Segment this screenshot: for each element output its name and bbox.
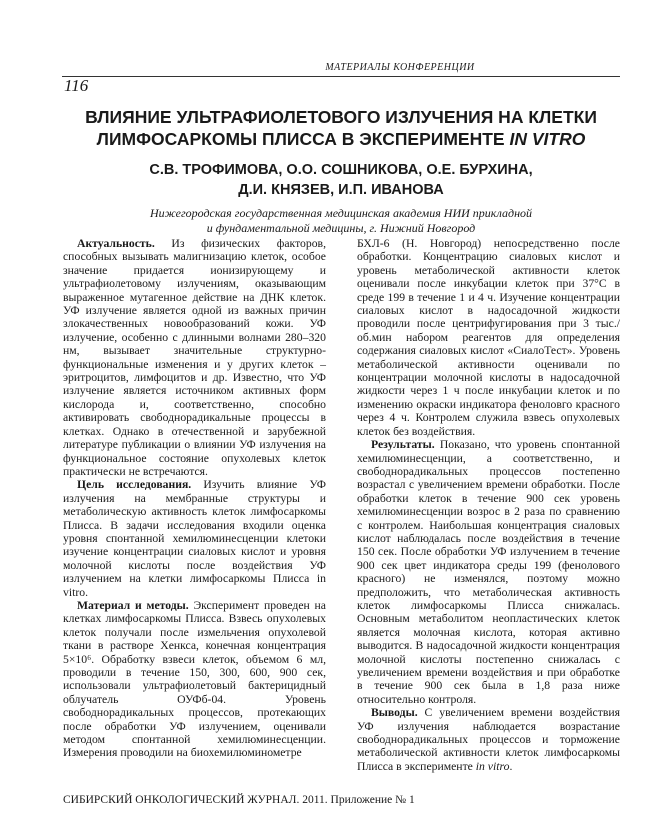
title-line-1: ВЛИЯНИЕ УЛЬТРАФИОЛЕТОВОГО ИЗЛУЧЕНИЯ НА КЛЕТКИ xyxy=(85,107,597,127)
title-in-vitro: IN VITRO xyxy=(509,129,586,149)
footer-journal: СИБИРСКИЙ ОНКОЛОГИЧЕСКИЙ ЖУРНАЛ. 2011. Приложение № 1 xyxy=(63,794,415,806)
methods-heading: Материал и методы. xyxy=(77,598,189,612)
authors xyxy=(62,160,620,200)
authors-line-2: Д.И. КНЯЗЕВ, И.П. ИВАНОВА xyxy=(238,182,444,198)
results-paragraph xyxy=(357,438,620,706)
methods-continued: БХЛ-6 (Н. Новгород) непосредственно после обработки. Концентрацию сиаловых кислот и уровень метаболической активности клеток оценивали после инкубации клеток при 37°С в среде 199 в течение 1 и 4 ч. Изучение концентрации сиаловых кислот в надосадочной жидкости проводили после центрифугирования при 3 тыс./об.мин набором реагентов для определения содержания сиаловых кислот «СиалоТест». Уровень метаболической активности оценивали по концентрации молочной кислоты в надосадочной жидкости через 1 ч после инкубации клеток и по изменению окраски индикатора феноловго красного через 4 ч. Контролем служила взвесь опухолевых клеток без воздействия. xyxy=(357,237,620,438)
left-column xyxy=(63,237,326,760)
relevance-text: Из физических факторов, способных вызывать малигнизацию клеток, особое значение придается ионизирующему и ультрафиолетовому излучениям, оказывающим выраженное мутагенное действие на ДНК клеток. УФ излучение является одной из важных причин злокачественных новообразований кожи. УФ излучение, особенно с длинными волнами 280–320 нм, вызывает значительные структурно-функциональные изменения и у других клеток – эритроцитов, лимфоцитов и др. Известно, что УФ излучение является источником активных форм кислорода и, соответственно, способно активировать свободнорадикальные процессы в клетках. Однако в отечественной и зарубежной литературе публикации о влиянии УФ излучения на функциональное состояние опухолевых клеток практически не встречаются. xyxy=(63,237,326,478)
conclusions-heading: Выводы. xyxy=(371,706,418,720)
aim-paragraph xyxy=(63,478,326,599)
aim-text: Изучить влияние УФ излучения на мембранные структуры и метаболическую активность клеток лимфосаркомы Плисса. В задачи исследования входили оценка уровня спонтанной хемилюминесценции клетоки изучение концентрации сиаловых кислот и уровня молочной кислоты после воздействия УФ излучением на клетки лимфосаркомы Плисса in vitro. xyxy=(63,478,326,599)
title-line-2-text: ЛИМФОСАРКОМЫ ПЛИССА В ЭКСПЕРИМЕНТЕ xyxy=(96,129,505,149)
affiliation-line-1: Нижегородская государственная медицинская академия НИИ прикладной xyxy=(149,206,533,220)
methods-paragraph xyxy=(63,599,326,760)
conclusions-paragraph xyxy=(357,706,620,773)
page-number: 116 xyxy=(64,76,89,95)
title-line-2 xyxy=(62,128,620,150)
results-text: Показано, что уровень спонтанной хемилюминесценции, а соответственно, и свободнорадикальных процессов постепенно возрастал с увеличением времени обработки. После обработки клеток в течение 900 сек уровень хемилюминесценции возрос в 2 раза по сравнению с контролем. Наибольшая концентрация сиаловых кислот наблюдалась после воздействия в течение 150 сек. После обработки УФ излучением в течение 900 сек цвет индикатора среды 199 (фенолового красного) не изменялся, поэтому можно предположить, что метаболическая активность клеток лимфосаркомы Плисса снижалась. Основным метаболитом неопластических клеток является молочная кислота, которая активно выводится. В надосадочной жидкости концентрация молочной кислоты постепенно снижалась с увеличением времени воздействия и при обработке в течение 900 сек была в 1,8 раза ниже относительно контроля. xyxy=(357,438,620,706)
conclusions-in-vitro: in vitro xyxy=(475,759,510,773)
relevance-paragraph xyxy=(63,237,326,478)
article-title xyxy=(62,106,620,150)
aim-heading: Цель исследования. xyxy=(77,478,192,492)
conclusions-text: С увеличением времени воздействия УФ излучения наблюдается возрастание свободнорадикальных процессов и торможение метаболической активности клеток лимфосаркомы Плисса в эксперименте xyxy=(357,706,620,773)
methods-text: Эксперимент проведен на клетках лимфосаркомы Плисса. Взвесь опухолевых клеток получали после измельчения опухолевой ткани в растворе Хенкса, конечная концентрация 5×10⁶. Обработку взвеси клеток, объемом 6 мл, проводили в течение 150, 300, 600, 900 сек, использовали ультрафиолетовый бактерицидный облучатель ОУФб-04. Уровень свободнорадикальных процессов, протекающих после обработки УФ излучением, оценивали методом спонтанной хемилюминесценции. Измерения проводили на биохемилюминометре xyxy=(63,598,326,760)
affiliation-line-2: и фундаментальной медицины, г. Нижний Новгород xyxy=(206,221,476,235)
running-head: МАТЕРИАЛЫ КОНФЕРЕНЦИИ xyxy=(325,62,475,73)
relevance-heading: Актуальность. xyxy=(77,237,155,250)
affiliation xyxy=(62,206,620,236)
header-rule xyxy=(62,76,620,77)
right-column xyxy=(357,237,620,773)
conclusions-end: . xyxy=(509,759,513,773)
results-heading: Результаты. xyxy=(371,438,435,452)
authors-line-1: С.В. ТРОФИМОВА, О.О. СОШНИКОВА, О.Е. БУРХИНА, xyxy=(149,162,533,178)
